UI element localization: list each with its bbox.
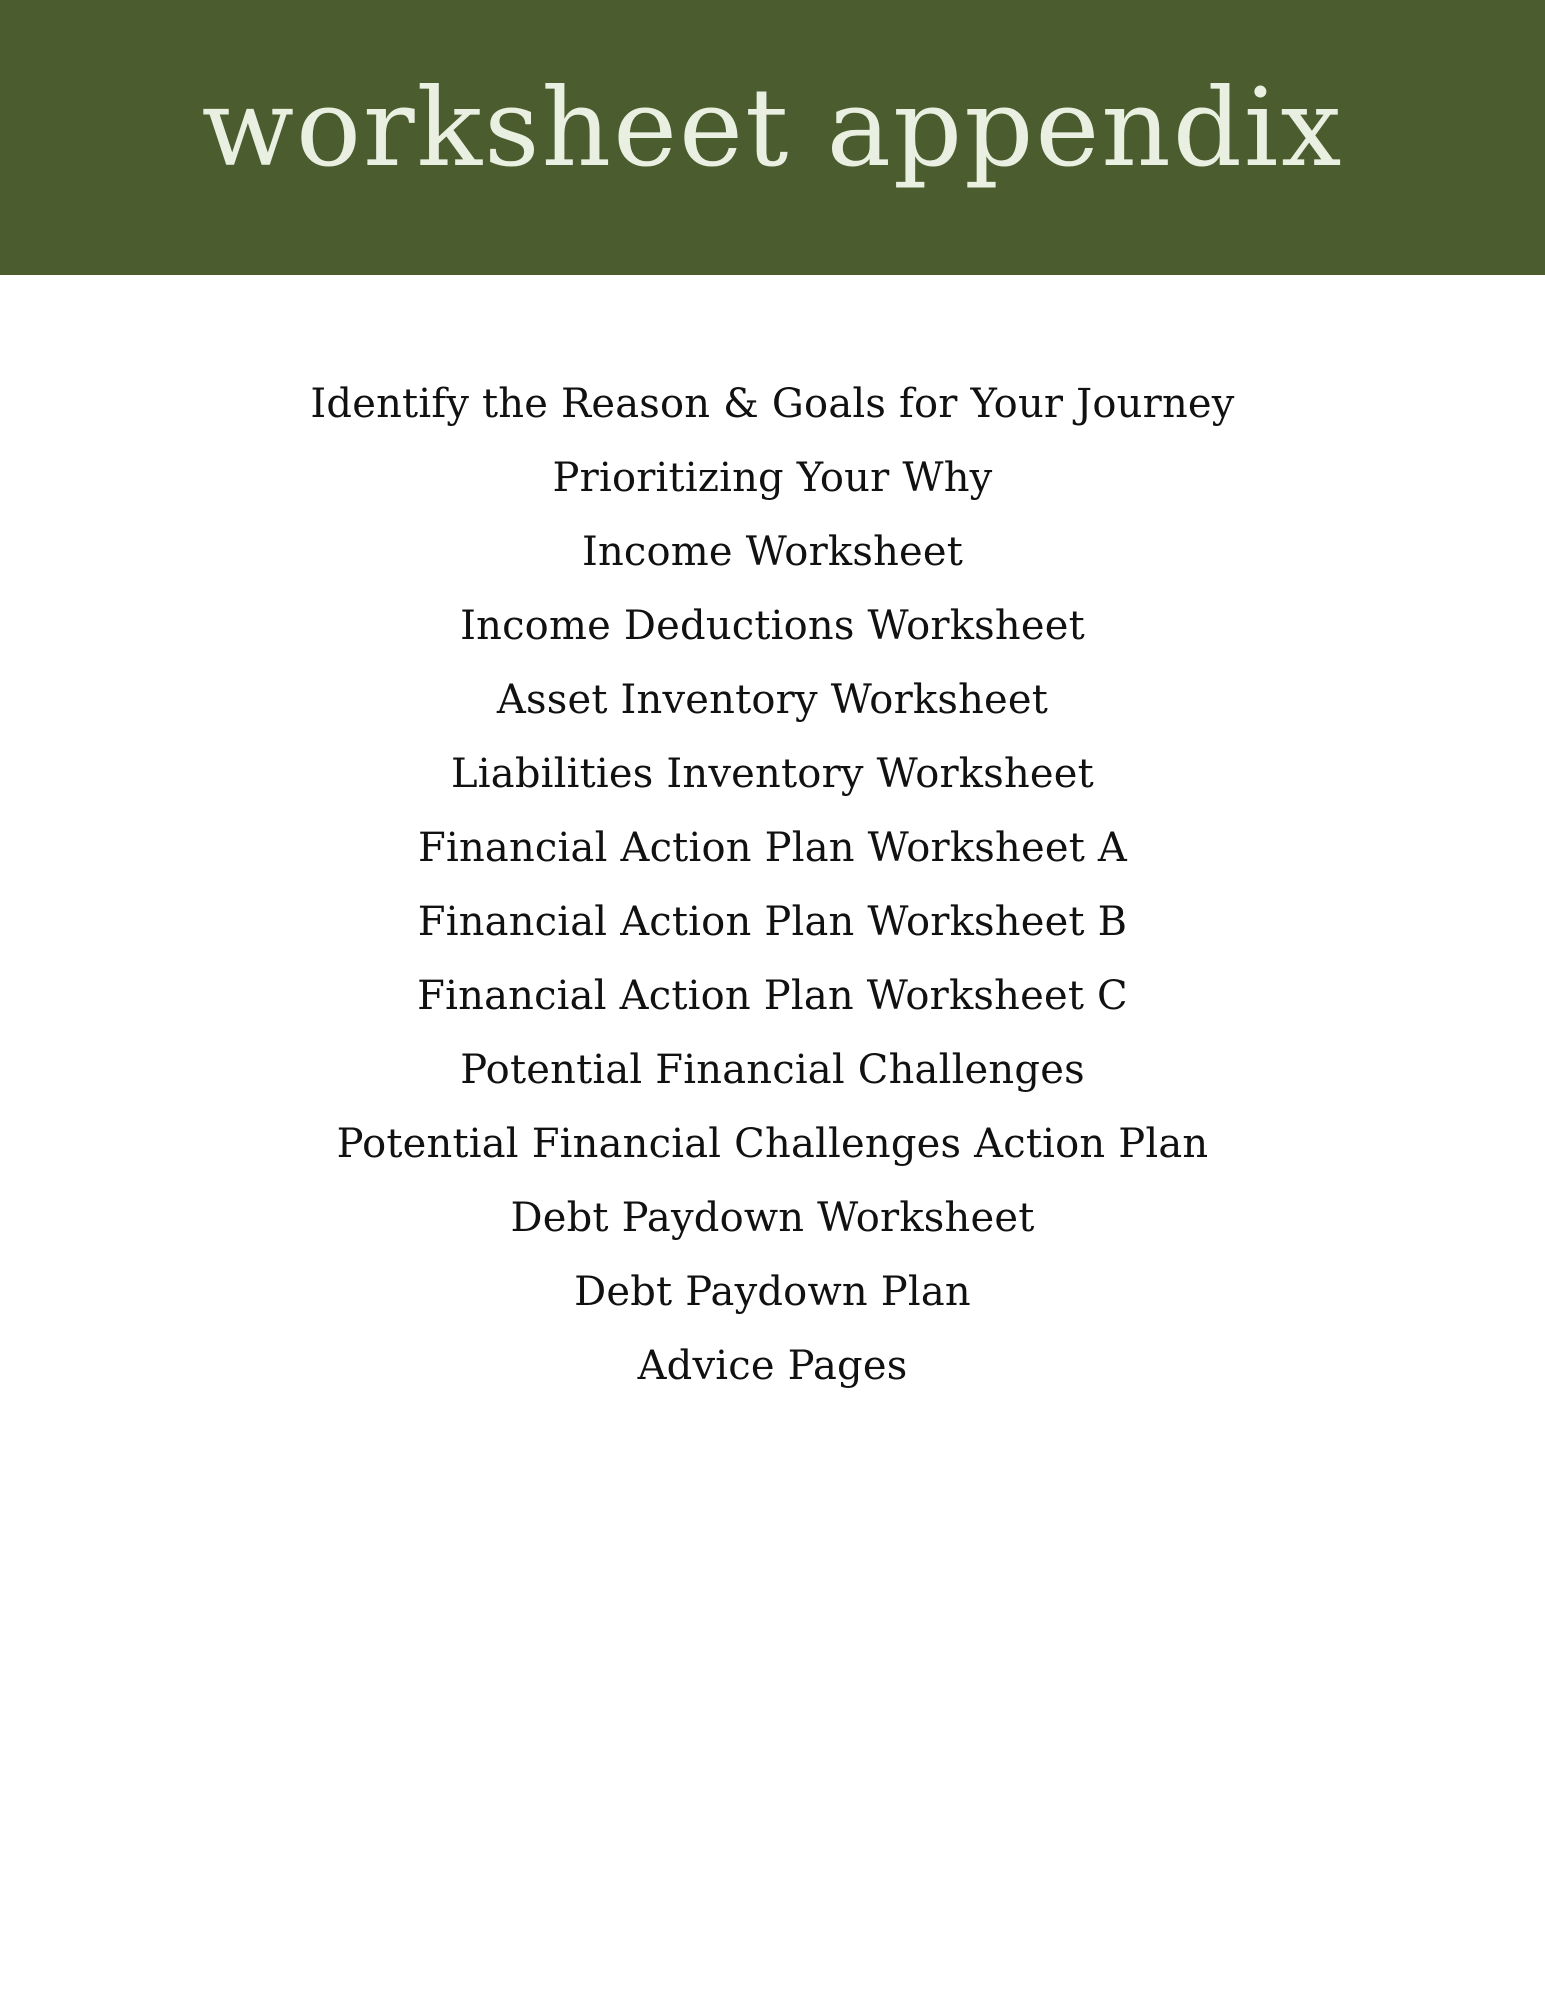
list-item: Debt Paydown Plan <box>574 1269 971 1315</box>
list-item: Financial Action Plan Worksheet C <box>417 973 1128 1019</box>
list-item: Potential Financial Challenges <box>460 1047 1085 1093</box>
list-item: Liabilities Inventory Worksheet <box>451 751 1094 797</box>
page-header-band <box>0 0 1545 275</box>
list-item: Advice Pages <box>637 1343 908 1389</box>
list-item: Financial Action Plan Worksheet B <box>417 899 1128 945</box>
worksheet-list <box>0 367 1545 1403</box>
list-item: Income Worksheet <box>581 529 964 575</box>
list-item: Identify the Reason & Goals for Your Journey <box>310 381 1235 427</box>
list-item: Potential Financial Challenges Action Plan <box>336 1121 1209 1167</box>
list-item: Debt Paydown Worksheet <box>510 1195 1035 1241</box>
list-item: Income Deductions Worksheet <box>460 603 1085 649</box>
list-item: Asset Inventory Worksheet <box>496 677 1049 723</box>
list-item: Financial Action Plan Worksheet A <box>418 825 1127 871</box>
page-title: worksheet appendix <box>201 65 1344 191</box>
list-item: Prioritizing Your Why <box>552 455 993 501</box>
appendix-content <box>0 275 1545 1403</box>
